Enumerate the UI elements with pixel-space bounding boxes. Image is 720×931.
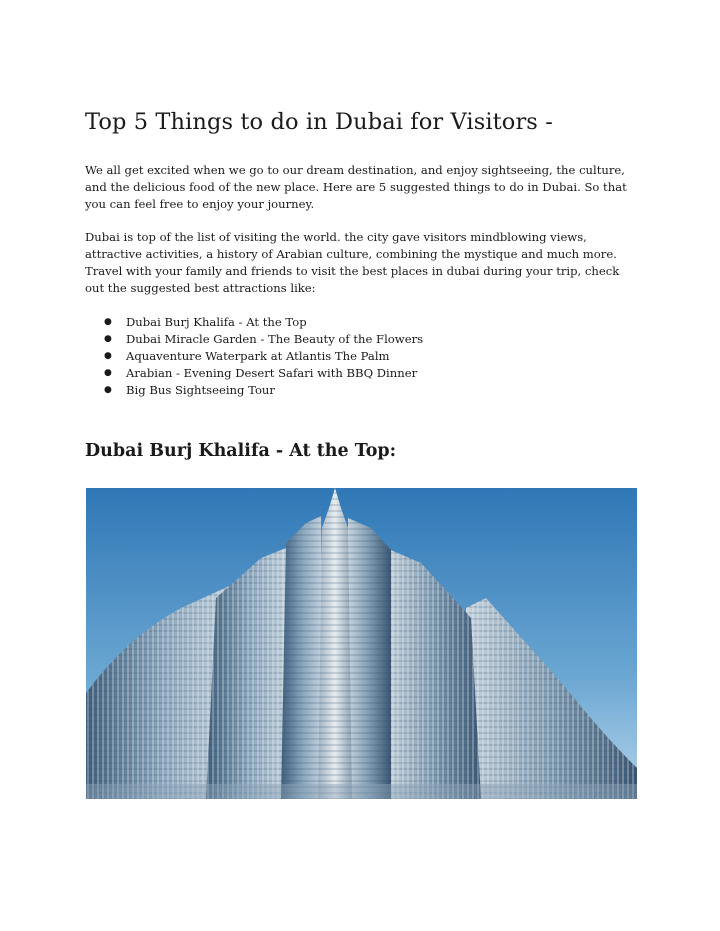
list-item-label: Dubai Miracle Garden - The Beauty of the Flowers [126,332,424,346]
list-item [85,314,423,331]
list-item [85,331,423,348]
list-item-label: Big Bus Sightseeing Tour [126,383,275,397]
list-item-label: Arabian - Evening Desert Safari with BBQ Dinner [126,366,418,380]
list-item-label: Dubai Burj Khalifa - At the Top [126,315,307,329]
section-heading: Dubai Burj Khalifa - At the Top: [85,441,397,461]
burj-khalifa-photo [86,488,637,799]
bullet-icon: ● [104,317,112,327]
list-item [85,348,423,365]
page-title: Top 5 Things to do in Dubai for Visitors - [85,109,553,135]
attractions-list [85,314,423,399]
bullet-icon: ● [104,368,112,378]
burj-khalifa-illustration [86,488,637,799]
body-paragraph: Dubai is top of the list of visiting the world. the city gave visitors mindblowing views, attractive activities, a history of Arabian culture, combining the mystique and much more. Travel with your family and friends to visit the best places in dubai during your trip, check out the suggested best attractions like: [85,230,620,295]
bullet-icon: ● [104,334,112,344]
list-item [85,382,423,399]
bullet-icon: ● [104,351,112,361]
list-item-label: Aquaventure Waterpark at Atlantis The Palm [126,349,390,363]
intro-paragraph: We all get excited when we go to our dream destination, and enjoy sightseeing, the culture, and the delicious food of the new place. Here are 5 suggested things to do in Dubai. So that you can feel free to enjoy your journey. [85,163,627,211]
bullet-icon: ● [104,385,112,395]
list-item [85,365,423,382]
